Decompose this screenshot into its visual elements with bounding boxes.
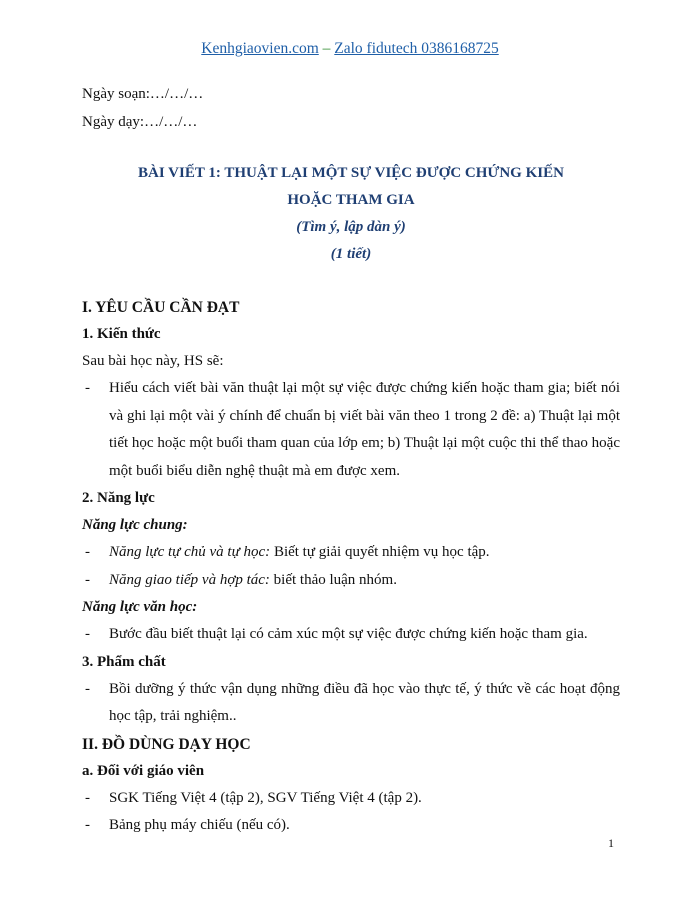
bullet-dash: -: [85, 571, 90, 588]
quality-bullet-text: Bồi dưỡng ý thức vận dụng những điều đã học vào thực tế, ý thức về các hoạt động học tập, trải nghiệm..: [109, 680, 620, 724]
general-competence-label-1: Năng lực tự chủ và tự học:: [109, 544, 271, 560]
bullet-dash: -: [85, 544, 90, 560]
literary-competence-item: [82, 621, 620, 649]
bullet-dash: -: [85, 680, 90, 697]
teacher-item-1: [82, 785, 620, 813]
general-competence-item-1: [82, 539, 620, 567]
teacher-heading: a. Đối với giáo viên: [82, 762, 205, 779]
prep-date: Ngày soạn:…/…/…: [82, 86, 204, 102]
site-link[interactable]: Kenhgiaovien.com: [201, 40, 319, 57]
bullet-dash: -: [85, 789, 90, 806]
contact-link[interactable]: Zalo fidutech 0386168725: [334, 40, 499, 57]
literary-competence-text: Bước đầu biết thuật lại có cảm xúc một sự việc được chứng kiến hoặc tham gia.: [109, 626, 588, 642]
teacher-item-1-text: SGK Tiếng Việt 4 (tập 2), SGV Tiếng Việt 4 (tập 2).: [109, 789, 422, 806]
page-number: 1: [608, 836, 614, 850]
teach-date: Ngày dạy:…/…/…: [82, 114, 198, 130]
lesson-duration: (1 tiết): [330, 246, 372, 262]
general-competence-text-2: biết thảo luận nhóm.: [269, 571, 397, 588]
teacher-item-2-text: Bảng phụ máy chiếu (nếu có).: [109, 817, 290, 833]
page-header: [0, 40, 700, 58]
knowledge-bullet-text: Hiểu cách viết bài văn thuật lại một sự việc được chứng kiến hoặc tham gia; biết nói và ghi lại một vài ý chính để chuẩn bị viết bài văn theo 1 trong 2 đề: a) Thuật lại một tiết học hoặc một buổi tham quan của lớp em; b) Thuật lại một cuộc thi thể thao hoặc một buổi biểu diễn nghệ thuật mà em được xem.: [109, 380, 620, 479]
competence-heading: 2. Năng lực: [82, 490, 155, 506]
knowledge-intro: Sau bài học này, HS sẽ:: [82, 353, 224, 369]
bullet-dash: -: [85, 380, 90, 396]
teacher-item-2: [82, 812, 620, 840]
bullet-dash: -: [85, 817, 90, 833]
document-body: [82, 80, 620, 840]
section1-heading: I. YÊU CẦU CẦN ĐẠT: [82, 299, 240, 316]
header-separator: –: [318, 40, 335, 57]
lesson-title-line1: BÀI VIẾT 1: THUẬT LẠI MỘT SỰ VIỆC ĐƯỢC CHỨNG KIẾN: [138, 165, 564, 181]
knowledge-bullet: [82, 375, 620, 485]
general-competence-heading: Năng lực chung:: [82, 517, 188, 533]
general-competence-label-2: Năng giao tiếp và hợp tác:: [109, 571, 270, 588]
quality-bullet: [82, 676, 620, 731]
bullet-dash: -: [85, 626, 90, 642]
general-competence-item-2: [82, 567, 620, 595]
quality-heading: 3. Phẩm chất: [82, 653, 166, 670]
lesson-title-line2: HOẶC THAM GIA: [287, 192, 415, 208]
knowledge-heading: 1. Kiến thức: [82, 326, 161, 342]
lesson-subtitle: (Tìm ý, lập dàn ý): [296, 219, 406, 235]
general-competence-text-1: Biết tự giải quyết nhiệm vụ học tập.: [270, 544, 490, 560]
literary-competence-heading: Năng lực văn học:: [82, 599, 198, 615]
section2-heading: II. ĐỒ DÙNG DẠY HỌC: [82, 735, 251, 753]
